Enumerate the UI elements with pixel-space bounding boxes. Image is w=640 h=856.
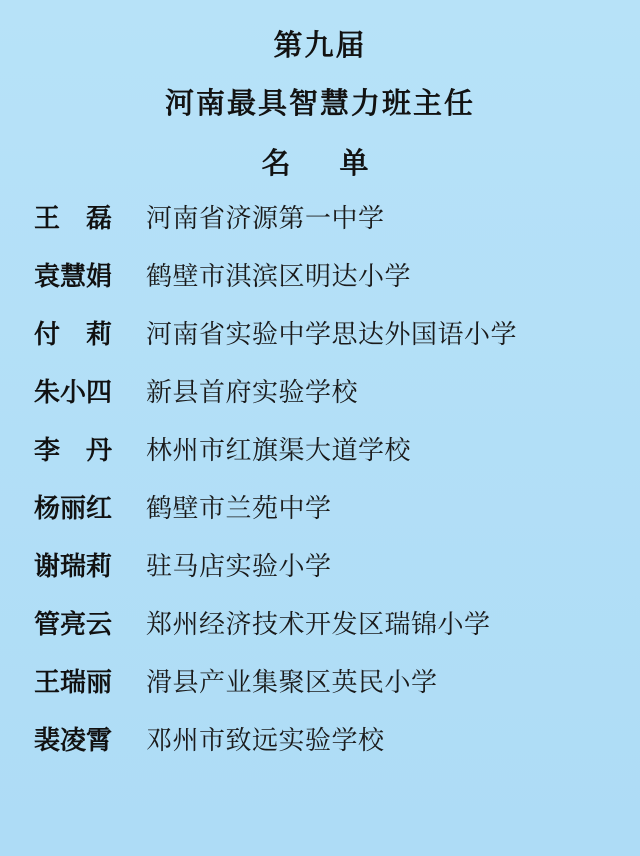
list-item — [34, 720, 618, 778]
honoree-school: 河南省济源第一中学 — [146, 204, 385, 234]
honoree-name: 付 莉 — [34, 320, 113, 350]
list-item — [34, 198, 618, 256]
list-item — [34, 662, 618, 720]
honoree-name: 李 丹 — [34, 436, 113, 466]
honoree-list — [14, 198, 626, 778]
honoree-school: 鹤壁市兰苑中学 — [146, 494, 332, 524]
title-line-1: 第九届 — [273, 28, 367, 62]
title-line-3: 名 单 — [261, 146, 379, 180]
honoree-school: 鹤壁市淇滨区明达小学 — [146, 262, 412, 292]
list-item — [34, 372, 618, 430]
honoree-school: 驻马店实验小学 — [146, 552, 332, 582]
honoree-name: 袁慧娟 — [34, 262, 113, 292]
list-item — [34, 314, 618, 372]
honoree-school: 滑县产业集聚区英民小学 — [146, 668, 438, 698]
honoree-name: 杨丽红 — [34, 494, 113, 524]
honoree-name: 朱小四 — [34, 378, 113, 408]
honoree-name: 管亮云 — [34, 610, 113, 640]
honoree-school: 郑州经济技术开发区瑞锦小学 — [146, 610, 491, 640]
list-item — [34, 256, 618, 314]
list-item — [34, 430, 618, 488]
title-line-2: 河南最具智慧力班主任 — [164, 86, 475, 120]
honoree-school: 新县首府实验学校 — [146, 378, 359, 408]
list-item — [34, 488, 618, 546]
list-item — [34, 604, 618, 662]
list-item — [34, 546, 618, 604]
honoree-school: 邓州市致远实验学校 — [146, 726, 385, 756]
honoree-name: 王 磊 — [34, 204, 113, 234]
honoree-name: 王瑞丽 — [34, 668, 113, 698]
honoree-name: 谢瑞莉 — [34, 552, 113, 582]
honoree-school: 林州市红旗渠大道学校 — [146, 436, 412, 466]
honoree-name: 裴凌霄 — [34, 726, 113, 756]
honoree-school: 河南省实验中学思达外国语小学 — [146, 320, 518, 350]
document-title-block — [14, 22, 626, 194]
